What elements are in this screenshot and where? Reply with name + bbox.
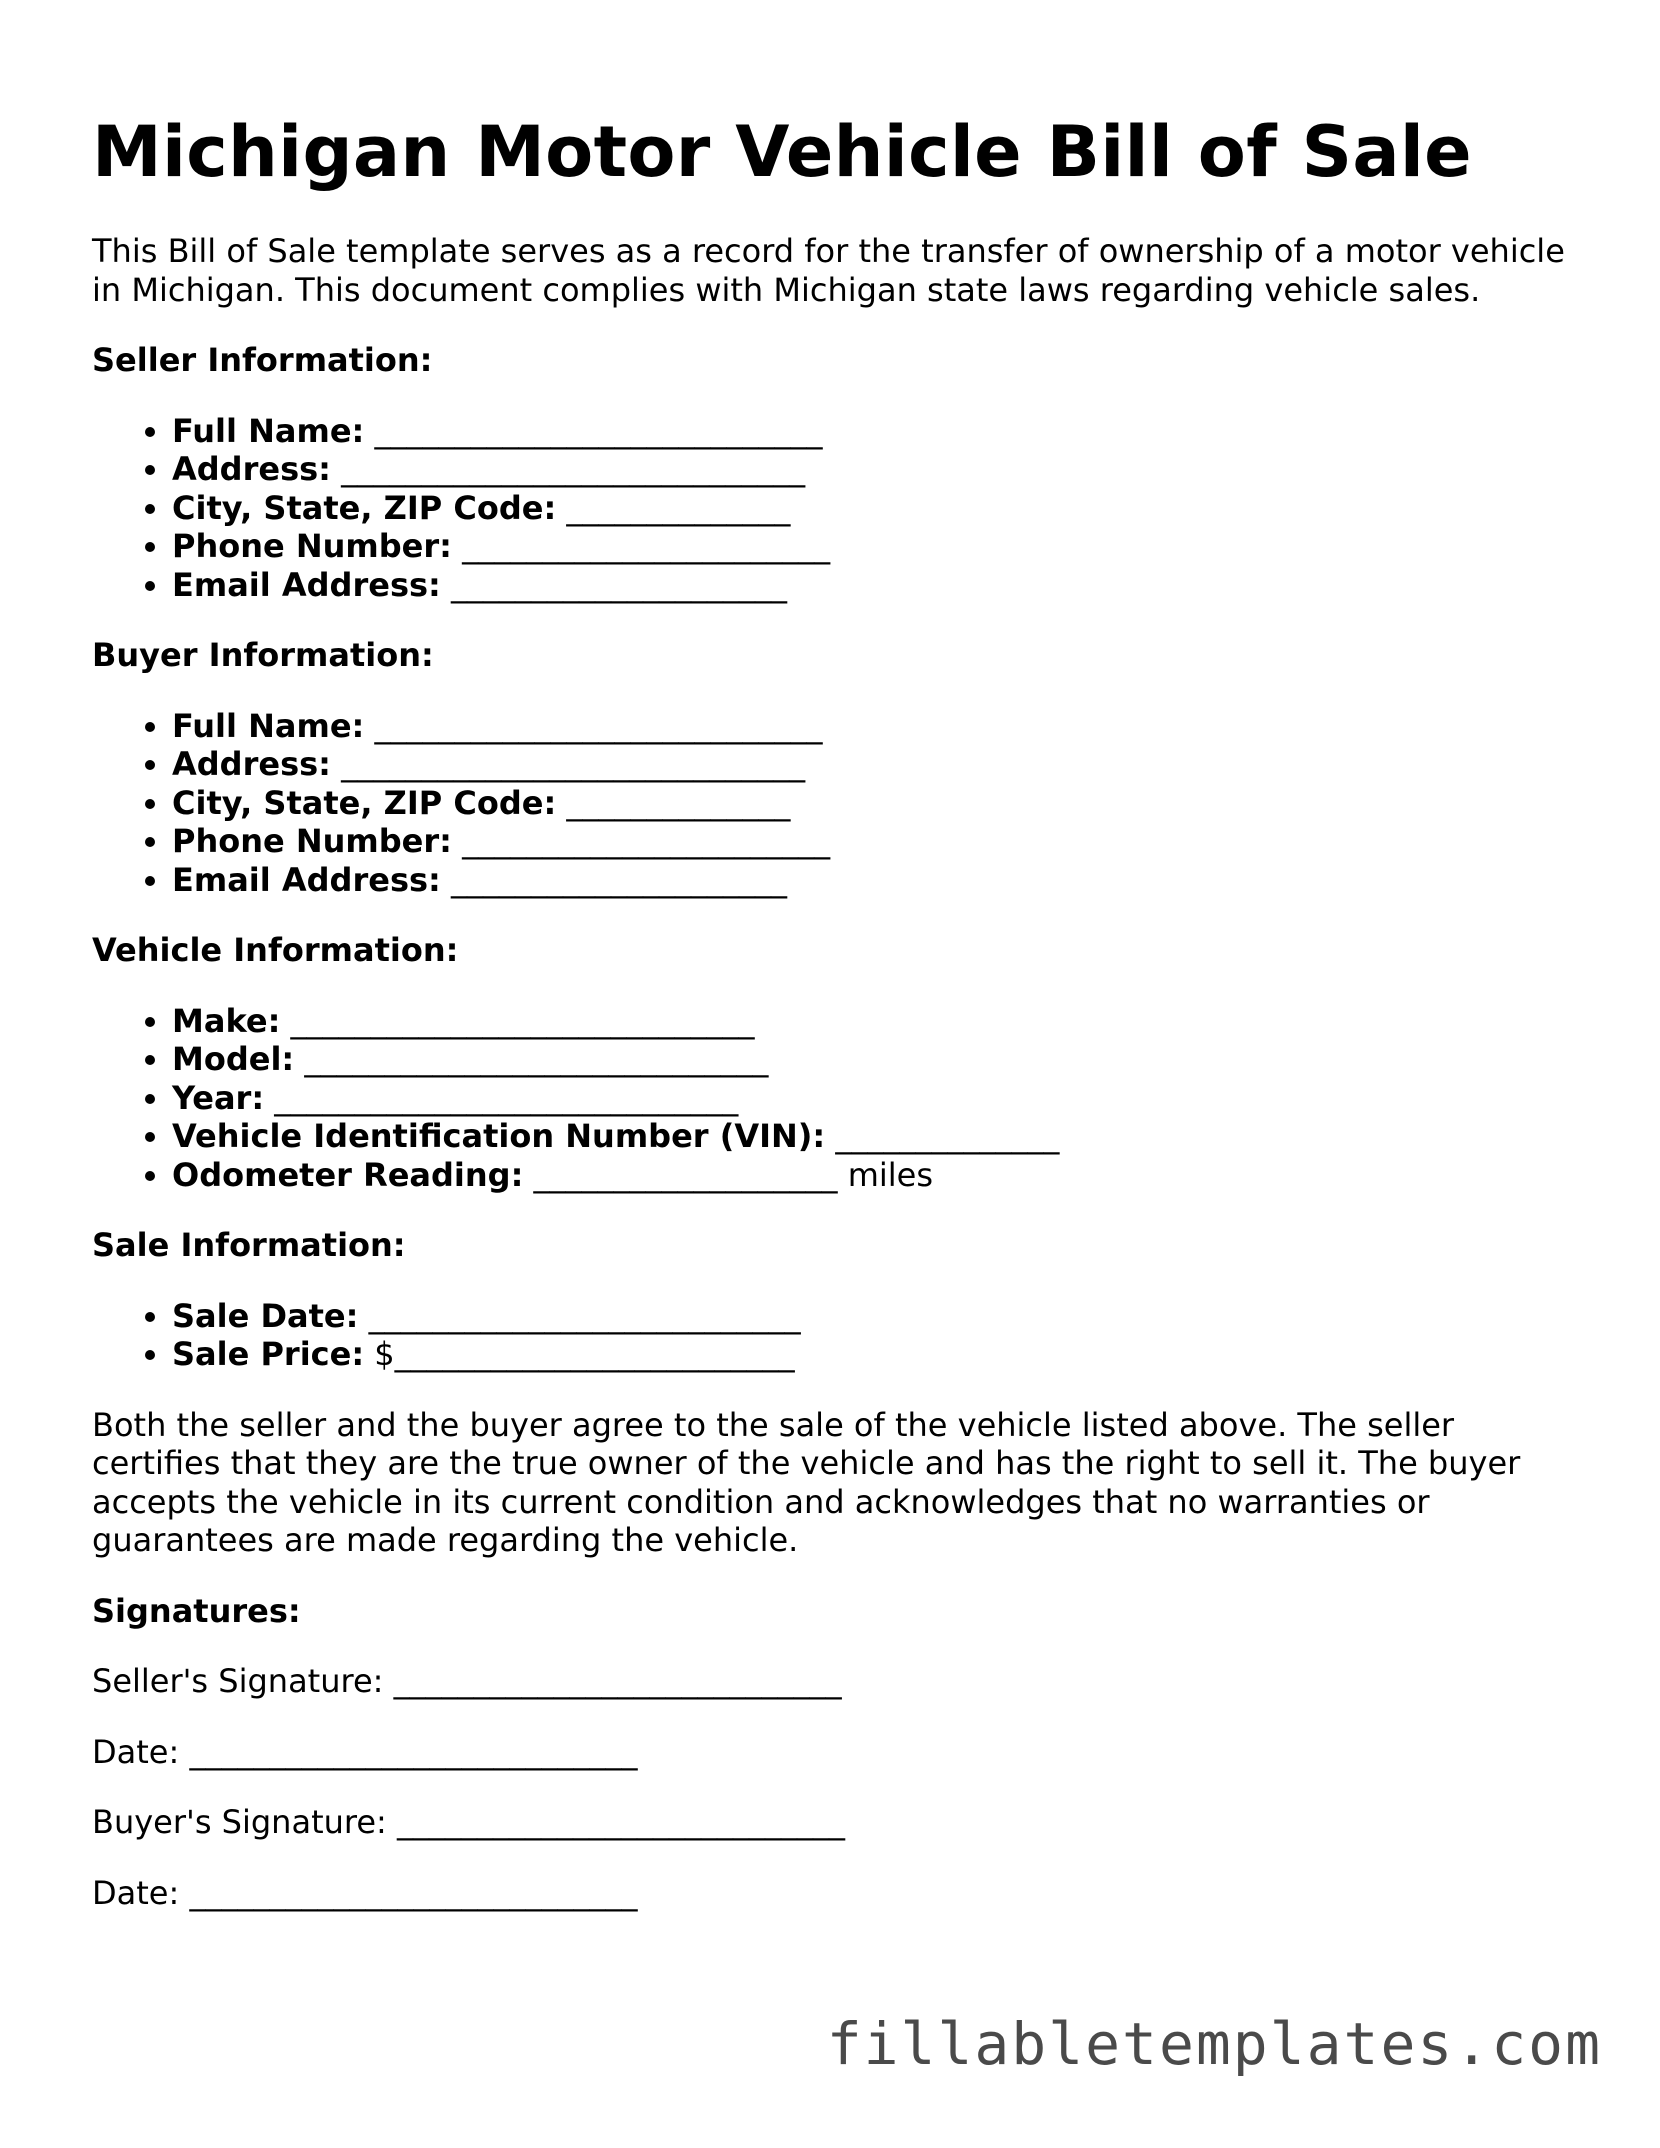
- field-blank: ___________________ miles: [533, 1155, 934, 1194]
- seller-city-state-zip-field[interactable]: [172, 489, 1572, 528]
- vehicle-make-field[interactable]: [172, 1002, 1572, 1041]
- buyer-email-field[interactable]: [172, 861, 1572, 900]
- sale-section-heading: Sale Information:: [92, 1226, 406, 1264]
- field-label: City, State, ZIP Code:: [172, 783, 557, 822]
- vehicle-odometer-field[interactable]: [172, 1156, 1572, 1195]
- sale-price-field[interactable]: [172, 1335, 1572, 1374]
- field-blank: ______________: [566, 783, 791, 822]
- buyer-signature-line[interactable]: Buyer's Signature: ____________________________: [92, 1803, 845, 1841]
- field-label: Email Address:: [172, 860, 441, 899]
- field-label: Odometer Reading:: [172, 1155, 524, 1194]
- vehicle-section-heading: Vehicle Information:: [92, 931, 459, 969]
- field-label: Year:: [172, 1078, 265, 1117]
- seller-date-line[interactable]: Date: ____________________________: [92, 1732, 638, 1771]
- agreement-paragraph: Both the seller and the buyer agree to the sale of the vehicle listed above. The seller certifies that they are the true owner of the vehicle and has the right to sell it. The buyer accepts the vehicle in its current condition and acknowledges that no warranties or guarantees are made regarding the vehicle.: [92, 1405, 1521, 1559]
- seller-full-name-field[interactable]: [172, 412, 1572, 451]
- vehicle-model-field[interactable]: [172, 1040, 1572, 1079]
- field-label: Make:: [172, 1001, 281, 1040]
- field-blank: ____________________________: [374, 706, 823, 745]
- field-label: Phone Number:: [172, 822, 452, 860]
- field-label: Full Name:: [172, 411, 365, 450]
- field-label: Full Name:: [172, 706, 365, 745]
- buyer-full-name-field[interactable]: [172, 707, 1572, 746]
- field-blank: _____________________________: [341, 450, 806, 488]
- field-label: City, State, ZIP Code:: [172, 488, 557, 527]
- sale-field-list: [92, 1297, 1572, 1374]
- field-blank: _____________________________: [341, 745, 806, 783]
- field-label: Sale Price:: [172, 1335, 365, 1373]
- field-blank: _____________________: [451, 860, 787, 899]
- seller-phone-field[interactable]: [172, 527, 1572, 566]
- buyer-field-list: [92, 707, 1572, 900]
- seller-signature-line[interactable]: Seller's Signature: ____________________________: [92, 1662, 842, 1700]
- field-blank: _____________________________: [274, 1078, 739, 1117]
- field-blank: ____________________________: [374, 411, 823, 450]
- seller-address-field[interactable]: [172, 450, 1572, 489]
- field-label: Phone Number:: [172, 527, 452, 565]
- buyer-phone-field[interactable]: [172, 822, 1572, 861]
- field-blank: ______________: [835, 1117, 1060, 1155]
- buyer-section-heading: Buyer Information:: [92, 636, 434, 674]
- field-label: Sale Date:: [172, 1296, 359, 1335]
- buyer-address-field[interactable]: [172, 745, 1572, 784]
- field-blank: ______________: [566, 488, 791, 527]
- vehicle-year-field[interactable]: [172, 1079, 1572, 1118]
- buyer-date-line[interactable]: Date: ____________________________: [92, 1873, 638, 1912]
- field-label: Email Address:: [172, 565, 441, 604]
- field-label: Vehicle Identification Number (VIN):: [172, 1117, 826, 1155]
- field-label: Model:: [172, 1040, 295, 1078]
- field-blank: ___________________________: [368, 1296, 801, 1335]
- field-blank: _______________________: [462, 527, 831, 565]
- field-label: Address:: [172, 450, 331, 488]
- seller-field-list: [92, 412, 1572, 605]
- sale-date-field[interactable]: [172, 1297, 1572, 1336]
- intro-paragraph: This Bill of Sale template serves as a record for the transfer of ownership of a motor vehicle in Michigan. This document complies with Michigan state laws regarding vehicle sales.: [92, 232, 1565, 309]
- seller-email-field[interactable]: [172, 566, 1572, 605]
- buyer-city-state-zip-field[interactable]: [172, 784, 1572, 823]
- document-title: Michigan Motor Vehicle Bill of Sale: [92, 111, 1472, 193]
- field-blank: _______________________: [462, 822, 831, 860]
- vehicle-vin-field[interactable]: [172, 1117, 1572, 1156]
- seller-section-heading: Seller Information:: [92, 341, 433, 379]
- field-blank: _____________________: [451, 565, 787, 604]
- vehicle-field-list: [92, 1002, 1572, 1195]
- signatures-section-heading: Signatures:: [92, 1591, 301, 1630]
- field-label: Address:: [172, 745, 331, 783]
- watermark-text: fillabletemplates.com: [826, 2010, 1602, 2078]
- document-page: [92, 110, 1572, 1944]
- field-blank: _____________________________: [304, 1040, 769, 1078]
- field-blank: _____________________________: [290, 1001, 755, 1040]
- field-blank: $_________________________: [374, 1335, 795, 1373]
